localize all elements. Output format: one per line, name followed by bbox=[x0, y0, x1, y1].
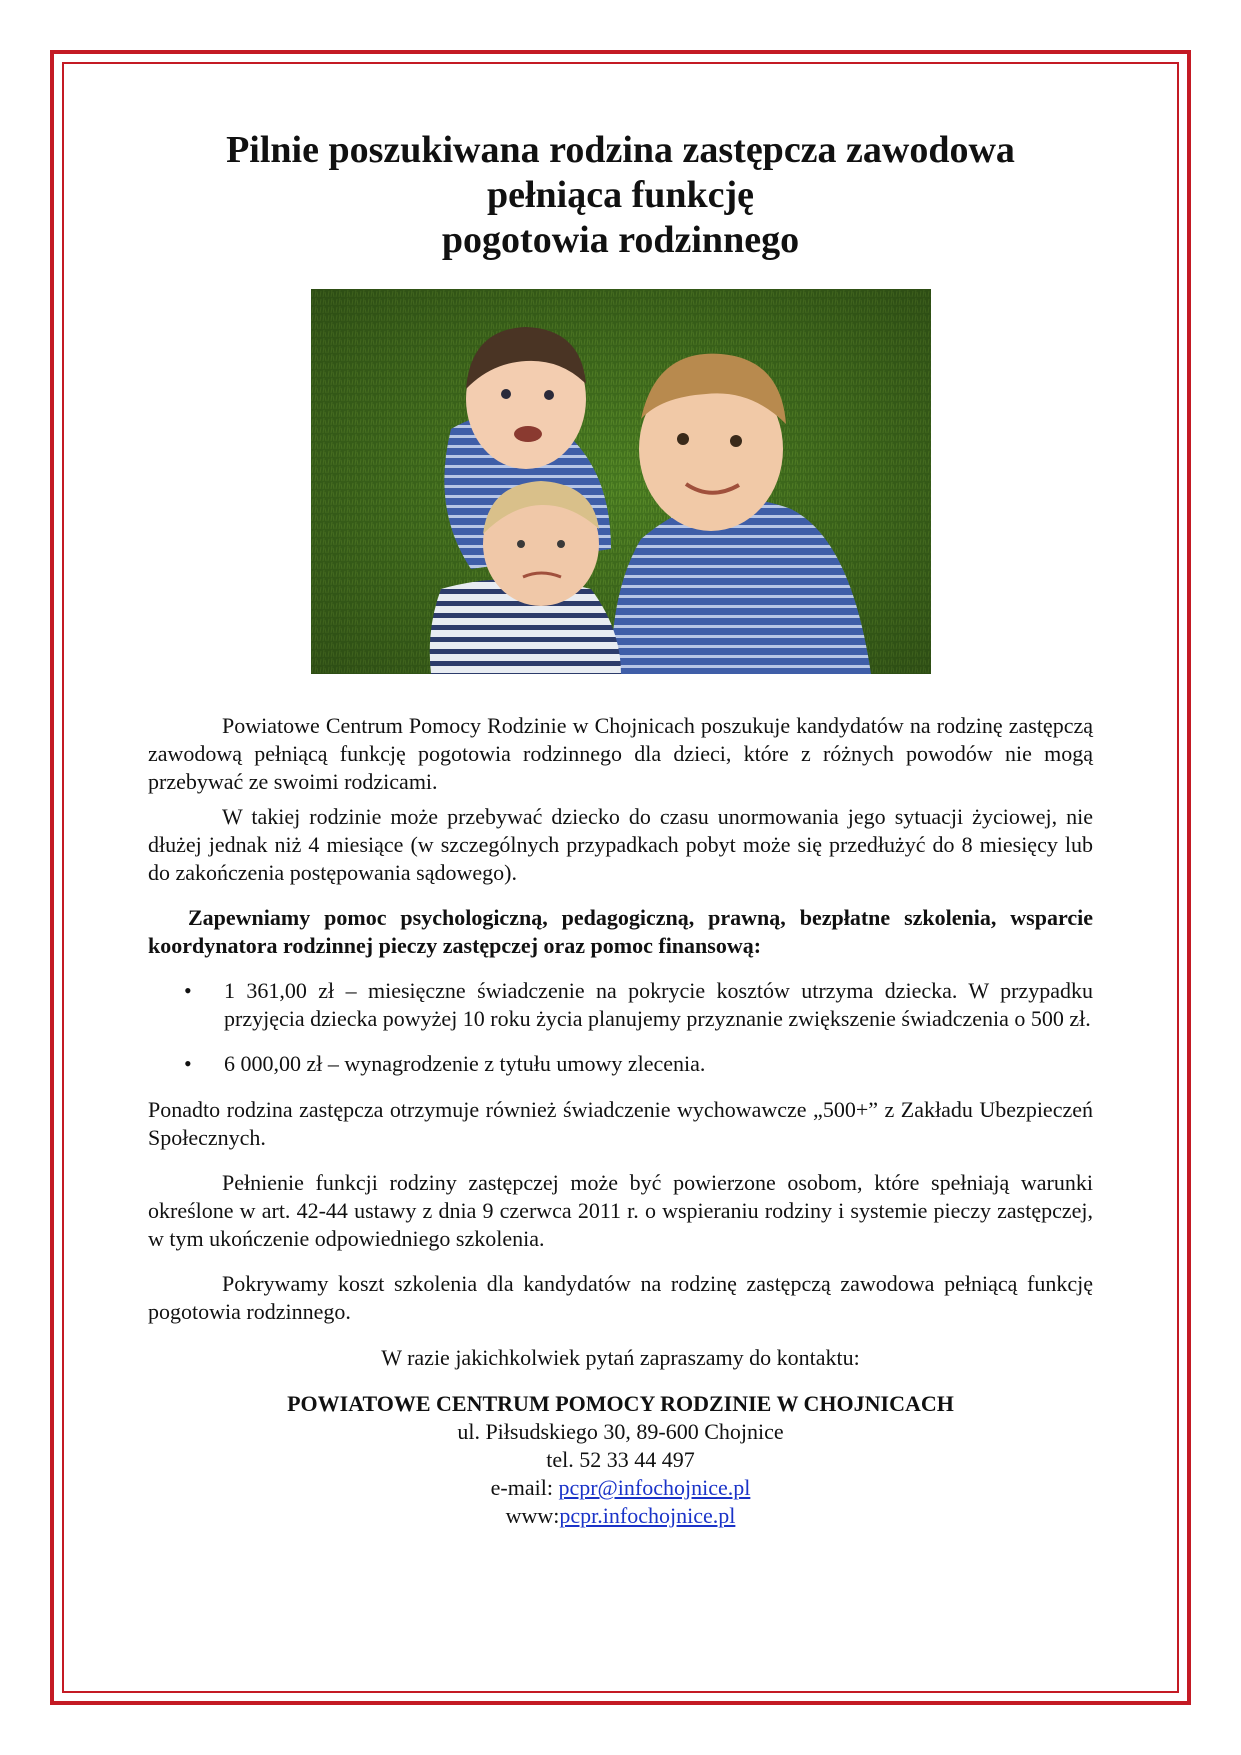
paragraph-requirements: Pełnienie funkcji rodziny zastępczej może być powierzone osobom, które spełniają warunki określone w art. 42-44 ustawy z dnia 9 czerwca 2011 r. o wspieraniu rodziny i systemie pieczy zastępczej, w tym ukończenie odpowiedniego szkolenia. bbox=[148, 1170, 1093, 1251]
email-line bbox=[148, 1474, 1093, 1502]
address: ul. Piłsudskiego 30, 89-600 Chojnice bbox=[457, 1419, 784, 1444]
paragraph-support: Zapewniamy pomoc psychologiczną, pedagogiczną, prawną, bezpłatne szkolenia, wsparcie koordynatora rodzinnej pieczy zastępczej oraz pomoc finansową: bbox=[148, 905, 1093, 958]
benefit-text-1: 1 361,00 zł – miesięczne świadczenie na pokrycie kosztów utrzyma dziecka. W przypadku przyjęcia dziecka powyżej 10 roku życia planujemy przyznanie zwiększenie świadczenia o 500 zł. bbox=[224, 978, 1093, 1031]
bullet-icon: • bbox=[184, 1051, 192, 1076]
title-line-2: pełniąca funkcję bbox=[486, 174, 755, 216]
page-title bbox=[148, 128, 1093, 263]
title-line-3: pogotowia rodzinnego bbox=[441, 219, 800, 261]
phone: tel. 52 33 44 497 bbox=[546, 1447, 695, 1472]
organization-name: POWIATOWE CENTRUM POMOCY RODZINIE W CHOJNICACH bbox=[287, 1391, 954, 1416]
paragraph-duration: W takiej rodzinie może przebywać dziecko do czasu unormowania jego sytuacji życiowej, nie dłużej jednak niż 4 miesiące (w szczególnych przypadkach pobyt może się przedłużyć do 8 miesięcy lub do zakończenia postępowania sądowego). bbox=[148, 804, 1093, 885]
children-photo bbox=[311, 289, 931, 674]
email-label: e-mail: bbox=[490, 1475, 559, 1500]
benefit-text-2: 6 000,00 zł – wynagrodzenie z tytułu umowy zlecenia. bbox=[224, 1051, 706, 1076]
www-line bbox=[148, 1502, 1093, 1530]
contact-block bbox=[148, 1390, 1093, 1530]
document-content bbox=[148, 128, 1093, 1530]
www-label: www: bbox=[505, 1503, 560, 1528]
email-link[interactable]: pcpr@infochojnice.pl bbox=[558, 1475, 751, 1500]
title-line-1: Pilnie poszukiwana rodzina zastępcza zawodowa bbox=[226, 129, 1015, 171]
children-photo-illustration bbox=[311, 289, 931, 674]
list-item bbox=[148, 1050, 1093, 1078]
paragraph-500plus: Ponadto rodzina zastępcza otrzymuje również świadczenie wychowawcze „500+” z Zakładu Ubezpieczeń Społecznych. bbox=[148, 1097, 1093, 1150]
paragraph-intro: Powiatowe Centrum Pomocy Rodzinie w Chojnicach poszukuje kandydatów na rodzinę zastępczą zawodową pełniącą funkcję pogotowia rodzinnego dla dzieci, które z różnych powodów nie mogą przebywać ze swoimi rodzicami. bbox=[148, 713, 1093, 794]
benefits-list bbox=[148, 977, 1093, 1078]
website-link[interactable]: pcpr.infochojnice.pl bbox=[559, 1503, 736, 1528]
list-item bbox=[148, 977, 1093, 1033]
paragraph-training: Pokrywamy koszt szkolenia dla kandydatów na rodzinę zastępczą zawodowa pełniącą funkcję pogotowia rodzinnego. bbox=[148, 1271, 1093, 1324]
paragraph-contact-invite: W razie jakichkolwiek pytań zapraszamy do kontaktu: bbox=[381, 1345, 860, 1370]
bullet-icon: • bbox=[184, 978, 192, 1003]
